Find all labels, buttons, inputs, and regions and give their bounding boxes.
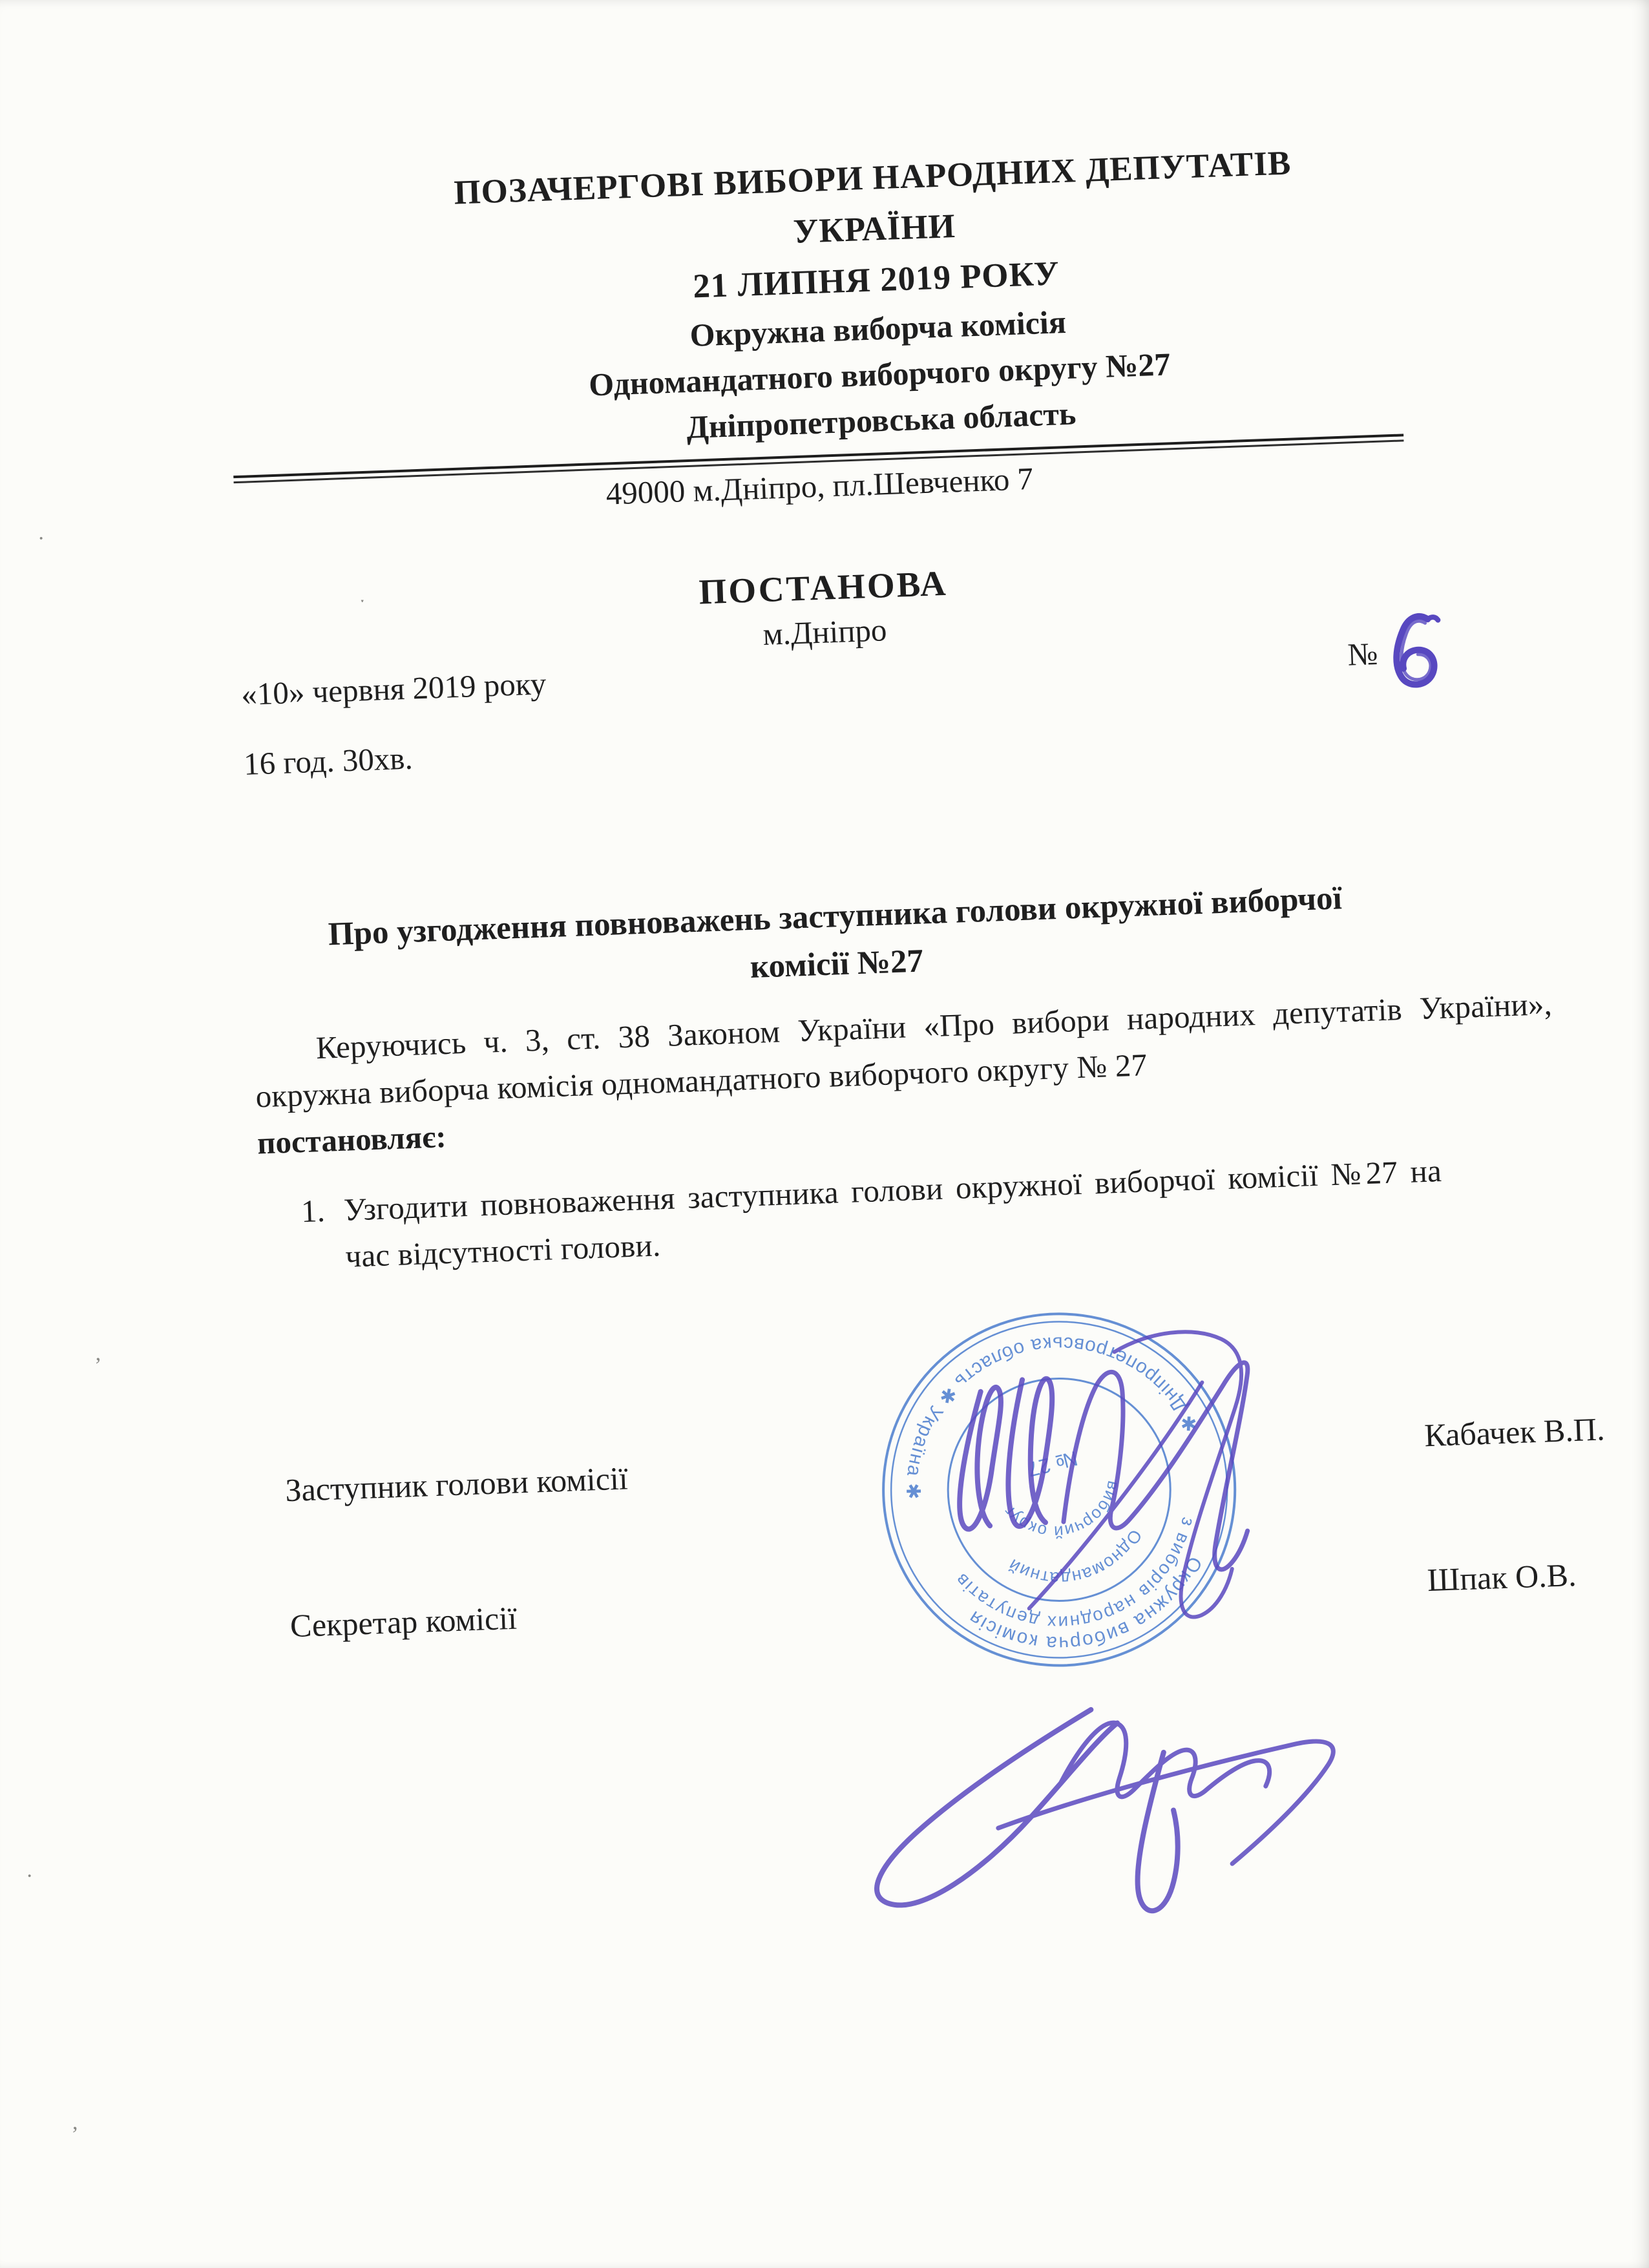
signature-name: Шпак О.В. bbox=[1426, 1556, 1577, 1599]
letterhead-line: Одномандатного виборчого округу №27 bbox=[588, 346, 1171, 403]
signature-role: Заступник голови комісії bbox=[284, 1460, 629, 1509]
scan-speck: · bbox=[37, 527, 45, 551]
signature-role: Секретар комісії bbox=[289, 1599, 518, 1644]
number-value bbox=[1377, 634, 1378, 635]
letterhead-line: УКРАЇНИ bbox=[792, 207, 956, 251]
letterhead-line: Окружна виборча комісія bbox=[689, 303, 1067, 353]
stamp-center-line2: виборчий округ bbox=[999, 1478, 1124, 1542]
list-item bbox=[259, 1144, 1560, 1283]
stamp-center-line1: Одномандатний bbox=[1004, 1526, 1146, 1588]
document-time: 16 год. 30хв. bbox=[243, 740, 414, 782]
scan-speck: , bbox=[72, 2110, 78, 2134]
stamp-ring-top2-text: з виборів народних депутатів bbox=[950, 1515, 1199, 1633]
handwritten-number-icon bbox=[1382, 609, 1450, 695]
scan-speck: ˑ bbox=[359, 591, 366, 615]
official-stamp bbox=[859, 1289, 1260, 1690]
resolution-title: Про узгодження повноважень заступника голови окружної виборчої комісії №27 bbox=[327, 880, 1343, 986]
signature-stroke-secretary bbox=[870, 1701, 1338, 1921]
document-date: «10» червня 2019 року bbox=[240, 666, 547, 712]
document-city: м.Дніпро bbox=[762, 612, 888, 653]
resolution-word: постановляє: bbox=[257, 1118, 447, 1161]
item-text: Узгодити повноваження заступника голови окружної виборчої комісії №27 на час відсутності голови. bbox=[342, 1153, 1442, 1274]
number-label: № bbox=[1347, 636, 1379, 673]
item-marker: 1. bbox=[300, 1192, 326, 1230]
letterhead-line: ПОЗАЧЕРГОВІ ВИБОРИ НАРОДНИХ ДЕПУТАТІВ bbox=[453, 144, 1292, 212]
document-type-heading: ПОСТАНОВА bbox=[698, 563, 949, 612]
scan-speck: ʼ bbox=[94, 1354, 102, 1378]
letterhead-line: Дніпропетровська область bbox=[686, 395, 1077, 446]
commission-address: 49000 м.Дніпро, пл.Шевченко 7 bbox=[605, 460, 1034, 512]
stamp-ring-bottom-text: ✱ Дніпропетровська область ✱ Україна ✱ bbox=[902, 1332, 1203, 1501]
body-paragraph-text: Керуючись ч. 3, ст. 38 Законом України «Про вибори народних депутатів України», окружна виборча комісія одномандатного виборчого округу № 27 bbox=[255, 985, 1553, 1115]
letterhead bbox=[223, 130, 1531, 467]
document-number bbox=[1347, 634, 1378, 675]
stamp-center-line3: № 27 bbox=[1025, 1446, 1080, 1482]
signature-name: Кабачек В.П. bbox=[1423, 1411, 1606, 1454]
svg-text:виборчий округ bbox=[997, 1475, 1134, 1555]
stamp-ring-top-text: Окружна виборча комісія bbox=[964, 1553, 1206, 1654]
letterhead-line: 21 ЛИПНЯ 2019 РОКУ bbox=[692, 255, 1060, 306]
scan-speck: · bbox=[26, 1864, 34, 1888]
